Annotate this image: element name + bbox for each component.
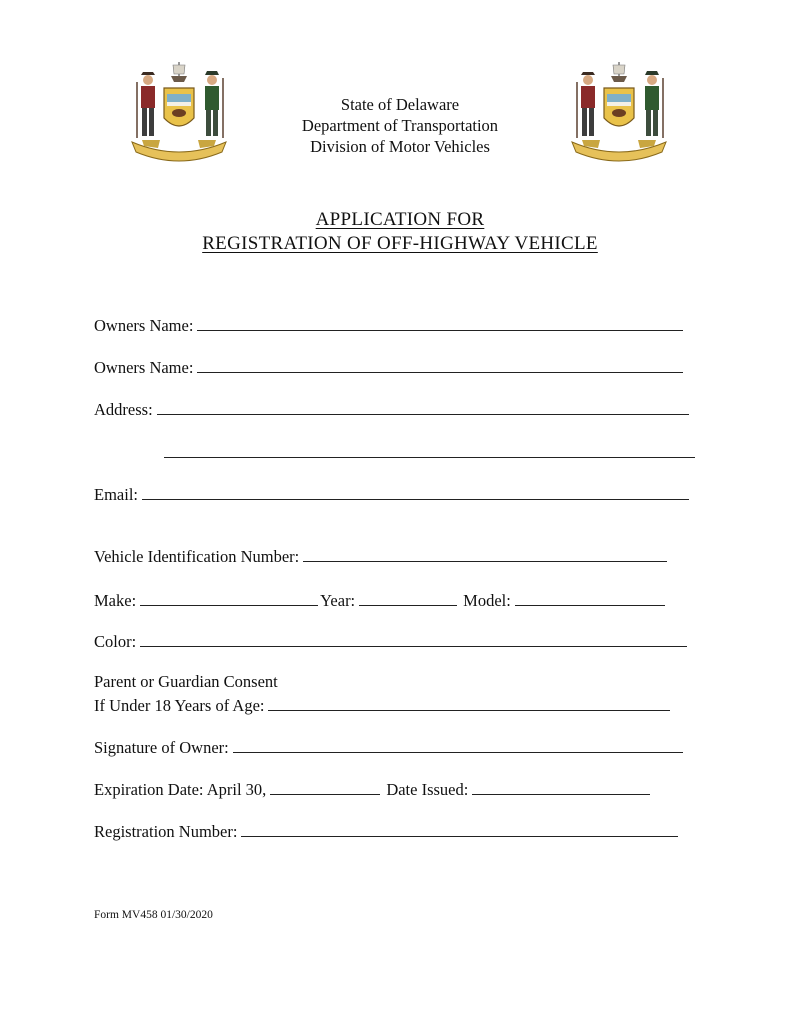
form-id: Form MV458 01/30/2020	[94, 909, 213, 921]
signature-field	[94, 736, 683, 756]
consent-input[interactable]	[268, 694, 670, 711]
email-input[interactable]	[142, 483, 689, 500]
field-label: Expiration Date: April 30,	[94, 780, 267, 799]
registration-number-input[interactable]	[241, 820, 678, 837]
vin-field	[94, 545, 667, 565]
field-label: Signature of Owner:	[94, 738, 229, 757]
email-field	[94, 483, 689, 503]
field-label: Owners Name:	[94, 358, 194, 377]
field-label: Make:	[94, 591, 137, 610]
make-year-model-row	[94, 589, 665, 609]
model-input[interactable]	[515, 589, 665, 606]
field-label: If Under 18 Years of Age:	[94, 696, 265, 715]
address-field	[94, 398, 689, 418]
address-input-line-2[interactable]	[164, 441, 695, 458]
consent-field	[94, 694, 670, 714]
owners-name-field-1	[94, 314, 683, 334]
form-title-line-1: APPLICATION FOR	[315, 209, 485, 230]
color-input[interactable]	[140, 630, 687, 647]
field-label: Model:	[463, 591, 511, 610]
date-issued-input[interactable]	[472, 778, 650, 795]
owners-name-field-2	[94, 356, 683, 376]
make-input[interactable]	[140, 589, 318, 606]
field-label: Year:	[320, 591, 356, 610]
registration-number-field	[94, 820, 678, 840]
year-input[interactable]	[359, 589, 457, 606]
vin-input[interactable]	[303, 545, 667, 562]
field-label: Owners Name:	[94, 316, 194, 335]
header-division: Division of Motor Vehicles	[310, 137, 490, 156]
field-label: Email:	[94, 485, 138, 504]
field-label: Color:	[94, 632, 137, 651]
expiration-year-input[interactable]	[270, 778, 380, 795]
field-label: Registration Number:	[94, 822, 238, 841]
expiration-issued-row	[94, 778, 650, 798]
consent-label-line-1: Parent or Guardian Consent	[94, 672, 278, 691]
owners-name-input-2[interactable]	[197, 356, 683, 373]
header-state: State of Delaware	[340, 95, 460, 114]
color-field	[94, 630, 687, 650]
signature-input[interactable]	[233, 736, 683, 753]
field-label: Vehicle Identification Number:	[94, 547, 300, 566]
field-label: Date Issued:	[386, 780, 469, 799]
header-department: Department of Transportation	[301, 116, 499, 135]
owners-name-input-1[interactable]	[197, 314, 683, 331]
form-title-line-2: REGISTRATION OF OFF-HIGHWAY VEHICLE	[202, 233, 598, 254]
field-label: Address:	[94, 400, 153, 419]
address-input-line-1[interactable]	[157, 398, 689, 415]
